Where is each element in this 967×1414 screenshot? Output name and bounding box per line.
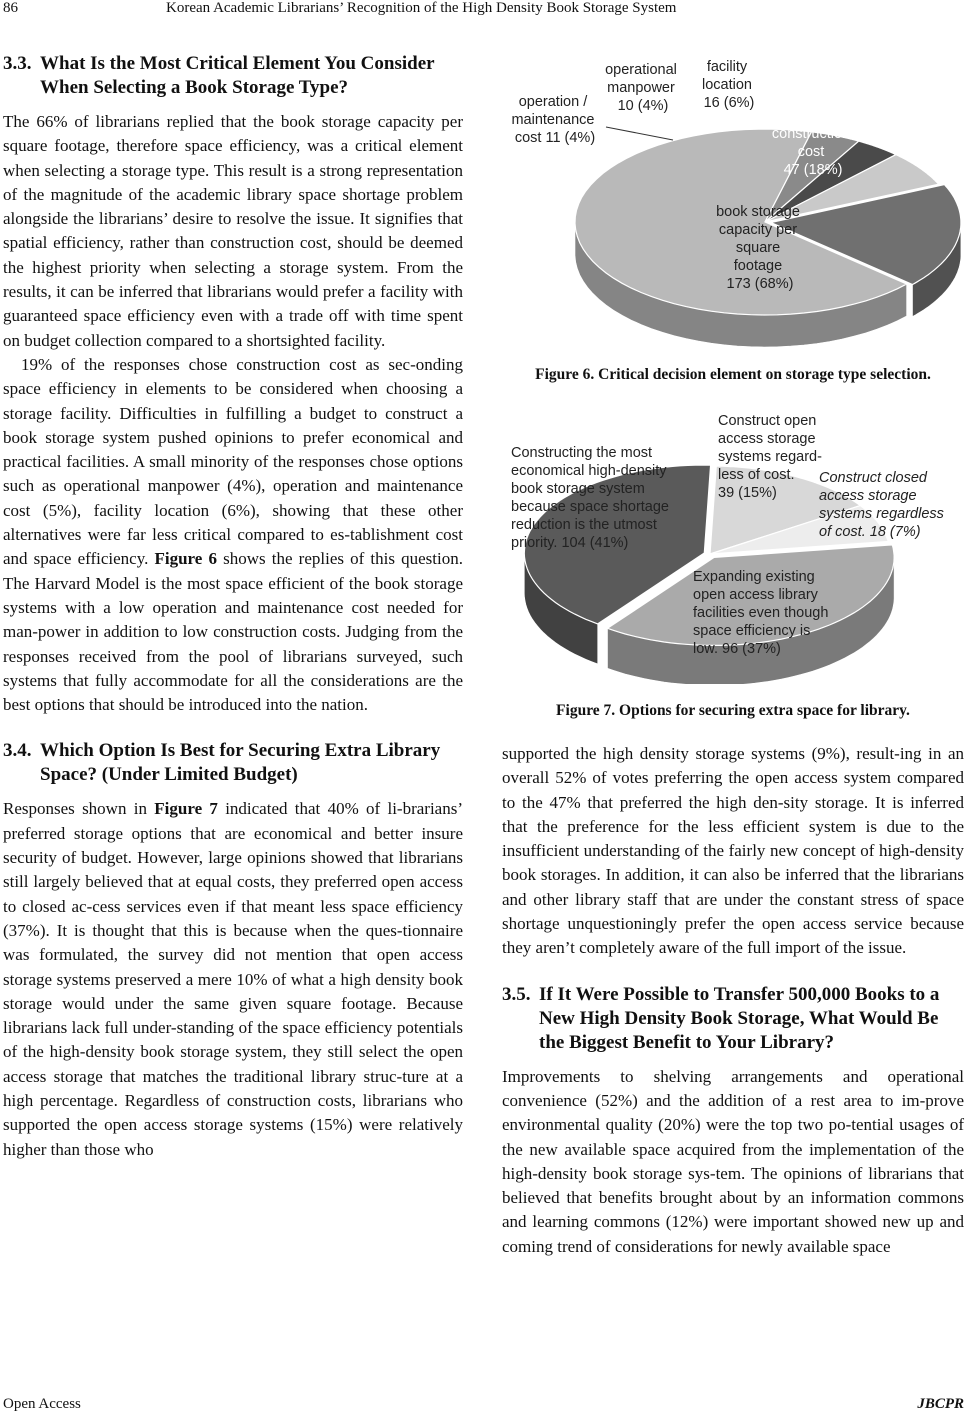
pie-label-capacity: book storage capacity per square footage 173 (68%) [716, 204, 800, 292]
figure-reference: Figure 7 [154, 799, 218, 819]
paragraph-text: Responses shown in [3, 799, 155, 819]
running-title: Korean Academic Librarians’ Recognition of the High Density Book Storage System [166, 0, 677, 16]
paragraph-text: 19% of the responses chose construction cost as sec-onding space efficiency in elements to be considered when choosing a storage facility. Difficulties in fulfilling a budget to construct a book storage system pushed opinions to prefer economical and practical facilities. A small minority of the responses chose options such as operational manpower (4%), operation and maintenance cost (5%), facility location (6%), showing that these other alternatives were far less critical compared to es-tablishment cost and space efficiency. [3, 354, 463, 569]
section-3-5-heading [502, 983, 964, 1055]
figure-6 [505, 54, 963, 350]
pie-label-open-regardless: Construct open access storage systems regard- less of cost. 39 (15%) [718, 413, 822, 501]
section-number: 3.4. [3, 740, 32, 762]
page-number: 86 [3, 0, 18, 16]
section-3-4-heading [3, 739, 463, 787]
right-column [502, 742, 964, 1259]
pie-label-construction: construction cost 47 (18%) [771, 126, 851, 178]
figure-6-caption: Figure 6. Critical decision element on storage type selection. [535, 366, 931, 383]
page-footer [3, 1396, 964, 1413]
left-column [3, 52, 463, 1162]
paragraph: Improvements to shelving arrangements and operational convenience (52%) and the addition of a rest area to im-prove environmental quality (20%) were the top two po-tential usages of the new available space acquired from the implementation of the high-density book storage sys-tem. The opinions of librarians that believed that benefits brought about by an information commons and learning commons (12%) were important showed new up and coming trend of considerations for newly available space [502, 1066, 964, 1256]
paragraph-text: shows the replies of this question. The Harvard Model is the most space efficient of the book storage systems with a low operation and maintenance cost needed for man-power in addition to low construction costs. Judging from the responses received from the pool of librarians surveyed, such systems that fully accommodate for all the considerations are the best options that should be introduced into the nation. [3, 549, 463, 715]
paragraph: supported the high density storage systems (9%), result-ing in an overall 52% of votes preferring the open access system compared to the 47% that preferred the high den-sity storage. It is inferred that the preference for the less efficient system is due to the insufficient understanding of the fairly new concept of high-density book storages. In addition, it can also be inferred that the librarians and other library staff that are under the constant stress of space shortage unquestioningly prefer the open access service because they aren’t completely aware of the full import of the issue. [502, 744, 964, 958]
section-number: 3.3. [3, 53, 32, 74]
figure-reference: Figure 6 [154, 549, 217, 569]
section-number: 3.5. [502, 983, 531, 1005]
figure-6-pie-chart [505, 54, 963, 350]
pie-label-facility: facility location 16 (6%) [701, 59, 755, 111]
pie-label-economical: Constructing the most economical high-density book storage system because space shortage reduction is the utmost priority. 104 (41%) [511, 445, 669, 551]
pie-label-expanding: Expanding existing open access library facilities even though space efficiency is low. 96 (37%) [693, 569, 829, 657]
paragraph [3, 353, 463, 717]
section-title: What Is the Most Critical Element You Consider When Selecting a Book Storage Type? [40, 53, 435, 98]
footer-open-access: Open Access [3, 1396, 81, 1412]
pie-label-closed-regardless: Construct closed access storage systems regardless of cost. 18 (7%) [819, 470, 944, 540]
pie-label-maintenance: operation / maintenance cost 11 (4%) [511, 94, 596, 146]
pie-label-manpower: operational manpower 10 (4%) [605, 62, 677, 114]
figure-7-caption: Figure 7. Options for securing extra space for library. [556, 702, 910, 719]
section-title: If It Were Possible to Transfer 500,000 Books to a New High Density Book Storage, What Would Be the Biggest Benefit to Your Library? [539, 983, 940, 1053]
paragraph: The 66% of librarians replied that the book storage capacity per square footage, therefore space efficiency, was a critical element when selecting a storage type. This result is a strong representation of the magnitude of the academic library space shortage problem alongside the librarians’ desire to resolve the issue. It signifies that spatial efficiency, rather than construction cost, should be deemed the highest priority when selecting a storage system. From the results, it can be inferred that librarians would prefer a facility with guaranteed space efficiency even with a trade off with time spent on budget collection compared to a shortsighted facility. [3, 112, 463, 350]
section-title: Which Option Is Best for Securing Extra Library Space? (Under Limited Budget) [40, 740, 441, 786]
paragraph-text: indicated that 40% of li-brarians’ preferred storage options that are economical and better insure security of budget. However, large opinions showed that librarians still largely believed that at equal costs, they preferred open access to closed ac-cess services even if that meant less space efficiency (37%). It is thought that this is because when the ques-tionnaire was formulated, the survey did not mention that open access storage systems preserved a mere 10% of what a high density book storage would under the same given square footage. Because librarians lack full under-standing of the space efficiency potentials of the high-density book storage system, they still select the open access storage that matches the traditional library struc-ture at a high percentage. Regardless of construction costs, librarians who supported the open access storage systems (15%) were relatively higher than those who [3, 799, 463, 1159]
figure-7 [505, 404, 963, 684]
paragraph [3, 797, 463, 1161]
running-header [0, 0, 967, 22]
footer-journal: JBCPR [917, 1396, 964, 1412]
figure-7-pie-chart [505, 404, 963, 684]
section-3-3-heading [3, 52, 463, 100]
